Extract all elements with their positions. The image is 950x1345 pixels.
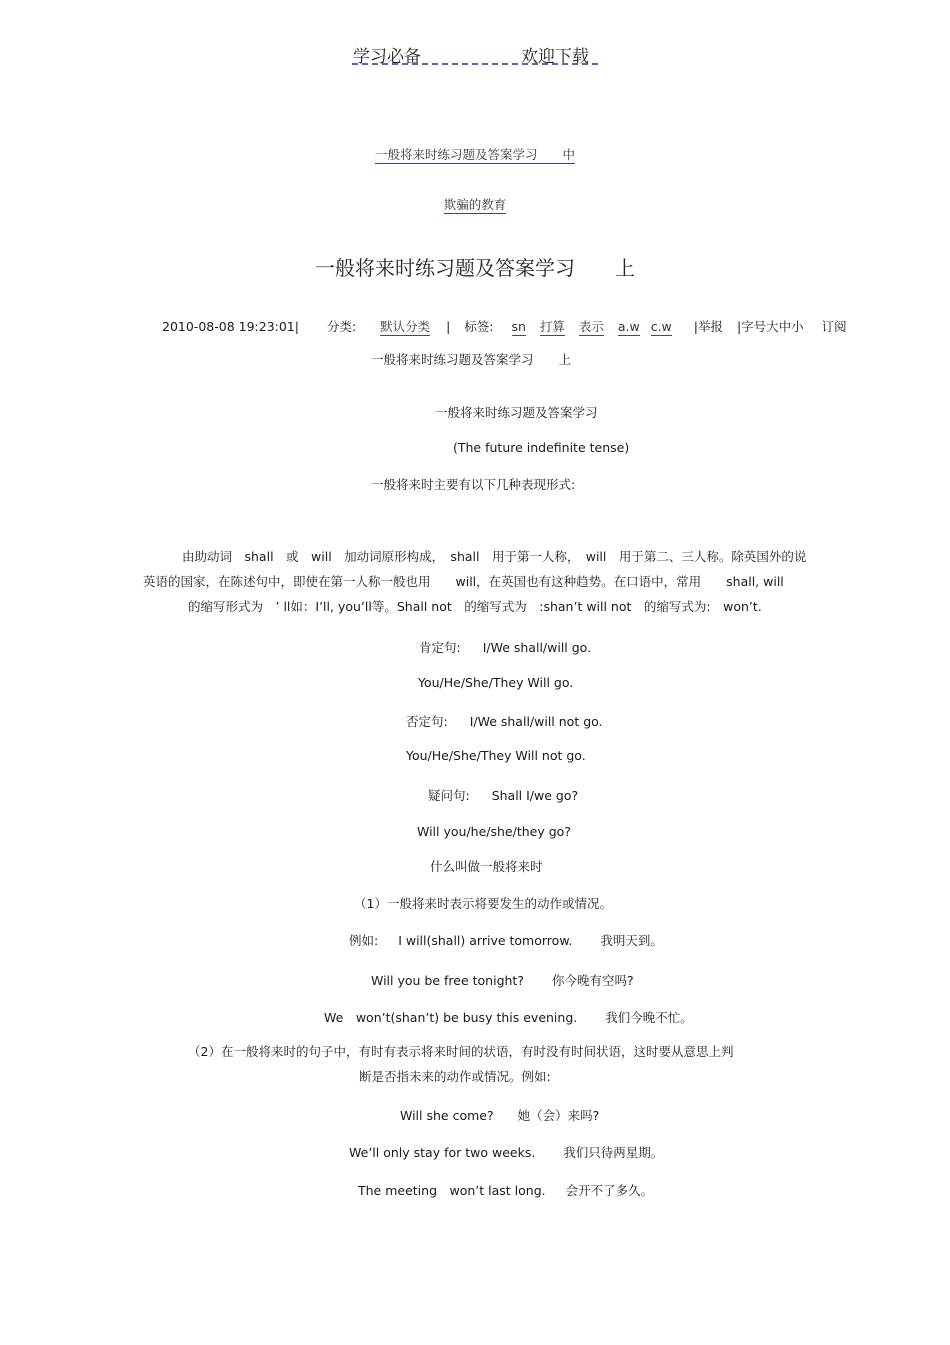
tag-link[interactable]: 表示 (578, 319, 604, 334)
example-cn: 我们今晚不忙。 (605, 1010, 693, 1025)
font-size-control[interactable]: |字号大中小 (736, 319, 804, 334)
tag-link[interactable]: sn (511, 319, 526, 334)
example-cn: 我们只待两星期。 (563, 1145, 664, 1160)
negative-example-2: You/He/She/They Will not go. (406, 748, 586, 763)
example-cn: 会开不了多久。 (565, 1183, 654, 1198)
example-row (358, 1181, 653, 1199)
example-en: We won’t(shan’t) be busy this evening. (324, 1010, 578, 1025)
example-en: We’ll only stay for two weeks. (349, 1145, 536, 1160)
point-2-line: 断是否指未来的动作或情况。例如: (359, 1069, 551, 1084)
question-row (428, 786, 578, 804)
example-cn: 你今晚有空吗? (551, 973, 634, 988)
subsection-heading: 什么叫做一般将来时 (430, 859, 543, 874)
example-row (324, 1008, 693, 1026)
nav-link-deception-education[interactable]: 欺骗的教育 (443, 197, 507, 212)
example-row (371, 971, 634, 989)
article-subtitle: 一般将来时练习题及答案学习 上 (371, 352, 572, 367)
tag-link[interactable]: a.w (617, 319, 640, 334)
post-datetime: 2010-08-08 19:23:01| (162, 319, 299, 334)
category-label: 分类: (326, 319, 357, 334)
intro-text: 一般将来时主要有以下几种表现形式: (371, 477, 576, 492)
question-example: Shall I/we go? (491, 788, 579, 803)
header-left: 学习必备 (353, 47, 421, 67)
section-heading-cn: 一般将来时练习题及答案学习 (435, 405, 598, 420)
example-row (400, 1106, 599, 1124)
example-en: Will you be free tonight? (371, 973, 524, 988)
question-label: 疑问句: (428, 788, 470, 803)
nav-link-part-middle[interactable]: 一般将来时练习题及答案学习 中 (374, 147, 575, 162)
paragraph-line: 由助动词 shall 或 will 加动词原形构成， shall 用于第一人称， will 用于第二、三人称。除英国外的说 (182, 549, 807, 564)
tag-link[interactable]: c.w (650, 319, 672, 334)
section-heading-en: (The future indefinite tense) (453, 440, 630, 455)
example-en: The meeting won’t last long. (358, 1183, 546, 1198)
example-row (349, 1143, 663, 1161)
affirmative-example: I/We shall/will go. (482, 640, 592, 655)
negative-label: 否定句: (406, 714, 448, 729)
example-en: I will(shall) arrive tomorrow. (398, 933, 573, 948)
question-example-2: Will you/he/she/they go? (417, 824, 571, 839)
affirmative-label: 肯定句: (419, 640, 461, 655)
page-title: 一般将来时练习题及答案学习 上 (315, 256, 635, 280)
negative-example: I/We shall/will not go. (469, 714, 603, 729)
report-link[interactable]: |举报 (693, 319, 723, 334)
meta-separator: | (446, 319, 451, 334)
category-link[interactable]: 默认分类 (380, 319, 431, 334)
tags-label: 标签: (464, 319, 494, 334)
nav-link-container-2 (0, 195, 950, 213)
tag-link[interactable]: 打算 (539, 319, 565, 334)
affirmative-example-2: You/He/She/They Will go. (418, 675, 574, 690)
header-divider (352, 63, 598, 65)
nav-link-container (0, 145, 950, 163)
negative-row (406, 712, 603, 730)
example-label: 例如: (349, 933, 379, 948)
example-en: Will she come? (400, 1108, 494, 1123)
header-right: 欢迎下载 (521, 47, 589, 67)
paragraph-line: 英语的国家，在陈述句中，即使在第一人称一般也用 will，在英国也有这种趋势。在口语中，常用 shall, will (143, 574, 784, 589)
paragraph-line: 的缩写形式为 ’ ll如：I’ll, you’ll等。Shall not 的缩写式为 :shan’t will not 的缩写式为: won’t. (188, 599, 762, 614)
example-cn: 她（会）来吗? (517, 1108, 600, 1123)
affirmative-row (419, 638, 591, 656)
point-1: （1）一般将来时表示将要发生的动作或情况。 (354, 896, 612, 911)
point-2-line: （2）在一般将来时的句子中，有时有表示将来时间的状语，有时没有时间状语，这时要从意思上判 (188, 1044, 734, 1059)
example-row (349, 931, 663, 949)
example-cn: 我明天到。 (600, 933, 663, 948)
meta-bar (162, 317, 847, 335)
subscribe-link[interactable]: 订阅 (821, 319, 847, 334)
